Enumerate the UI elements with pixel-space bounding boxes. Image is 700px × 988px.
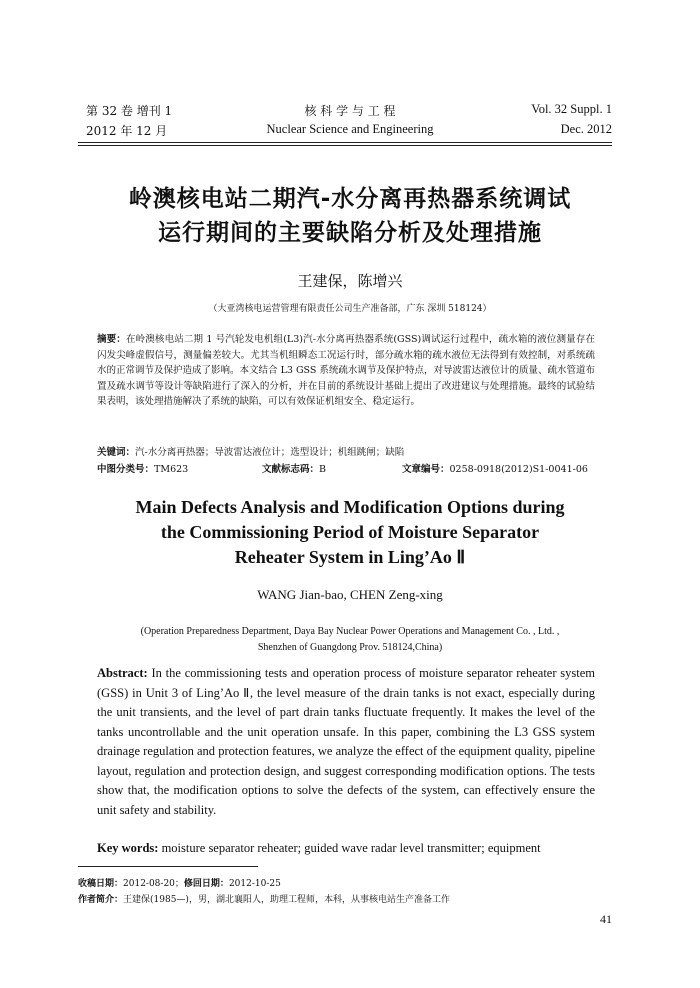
title-en-line1: Main Defects Analysis and Modification Options during	[135, 497, 565, 517]
footnote-rule	[78, 866, 258, 867]
art-value: 0258-0918(2012)S1-0041-06	[449, 464, 588, 475]
art-label: 文章编号：	[402, 464, 450, 475]
clc-label: 中图分类号：	[97, 464, 155, 475]
keywords-cn	[97, 445, 595, 461]
page-number: 41	[600, 912, 612, 926]
clc-number	[97, 461, 188, 475]
header-volume-cn: 第 32 卷 增刊 1	[86, 104, 173, 118]
title-en-line2: the Commissioning Period of Moisture Separator	[160, 522, 540, 542]
author-bio: 王建保(1985—)，男，湖北襄阳人，助理工程师，本科，从事核电站生产准备工作	[123, 895, 450, 905]
footnote-author	[78, 892, 450, 905]
header-journal-cn: 核 科 学 与 工 程	[304, 104, 396, 118]
footnote-dates	[78, 876, 281, 889]
header-journal-en: Nuclear Science and Engineering	[266, 122, 434, 136]
header-volume-en: Vol. 32 Suppl. 1	[531, 102, 612, 116]
affiliation-en-line2: Shenzhen of Guangdong Prov. 518124,China)	[257, 642, 443, 653]
abstract-en-label: Abstract:	[97, 666, 148, 680]
header-date-en: Dec. 2012	[560, 122, 612, 136]
abstract-en	[97, 664, 595, 820]
header-rule	[78, 142, 612, 143]
abstract-cn-label: 摘要：	[97, 334, 126, 345]
abstract-cn	[97, 332, 595, 410]
header-date-cn: 2012 年 12 月	[86, 124, 168, 138]
received-label: 收稿日期：	[78, 879, 124, 889]
article-number	[402, 461, 588, 475]
keywords-en-text: moisture separator reheater; guided wave radar level transmitter; equipment	[161, 841, 541, 855]
revised-label: 修回日期：	[183, 879, 229, 889]
author-bio-label: 作者简介：	[78, 895, 124, 905]
affiliation-cn: （大亚湾核电运营管理有限责任公司生产准备部，广东 深圳 518124）	[208, 304, 492, 314]
keywords-en	[97, 839, 595, 859]
affiliation-en-line1: (Operation Preparedness Department, Daya Bay Nuclear Power Operations and Management Co. , Ltd. ,	[140, 626, 560, 637]
header-rule-2	[78, 145, 612, 146]
title-cn-line2: 运行期间的主要缺陷分析及处理措施	[158, 220, 542, 246]
doc-value: B	[319, 464, 326, 475]
document-code	[262, 461, 326, 475]
revised-date: 2012-10-25	[228, 879, 281, 889]
keywords-cn-label: 关键词：	[97, 447, 136, 458]
title-en-line3: Reheater System in Ling’Ao Ⅱ	[234, 547, 466, 567]
abstract-cn-text: 在岭澳核电站二期 1 号汽轮发电机组(L3)汽-水分离再热器系统(GSS)调试运行过程中，疏水箱的液位测量存在闪发尖峰虚假信号，测量偏差较大。尤其当机组瞬态工况运行时，部分疏水箱的疏水液位无法得到有效控制，对系统疏水的正常调节及保护造成了影响。本文结合 L3 GSS 系统疏水调节及保护特点，对导波雷达液位计的质量、疏水管道布置及疏水调节等设计等缺陷进行了深入的分析，并在目前的系统设计基础上提出了改进建议与处理措施。最终的试验结果表明，该处理措施解决了系统的缺陷，可以有效保证机组安全、稳定运行。	[97, 334, 595, 407]
keywords-cn-text: 汽-水分离再热器；导波雷达液位计；选型设计；机组跳闸；缺陷	[135, 447, 405, 458]
received-date: 2012-08-20；	[123, 879, 184, 889]
abstract-en-text: In the commissioning tests and operation process of moisture separator reheater system (GSS) in Unit 3 of Ling’Ao Ⅱ, the level measure of the drain tanks is not exact, especially during the unit transients, and the level of part drain tanks fluctuate frequently. It makes the level of the tanks uncontrollable and the unit operation unsafe. In this paper, combining the L3 GSS system drainage regulation and protection features, we analyze the effect of the equipment quality, pipeline layout, regulation and protection design, and suggest corresponding modification options. The tests show that, the modification options to solve the defects of the system, can effectively ensure the unit safety and stability.	[97, 666, 595, 817]
clc-value: TM623	[154, 464, 189, 475]
keywords-en-label: Key words:	[97, 841, 159, 855]
authors-en: WANG Jian-bao, CHEN Zeng-xing	[257, 587, 443, 602]
authors-cn: 王建保，陈增兴	[297, 272, 403, 290]
title-cn-line1: 岭澳核电站二期汽-水分离再热器系统调试	[128, 186, 572, 212]
doc-label: 文献标志码：	[262, 464, 320, 475]
